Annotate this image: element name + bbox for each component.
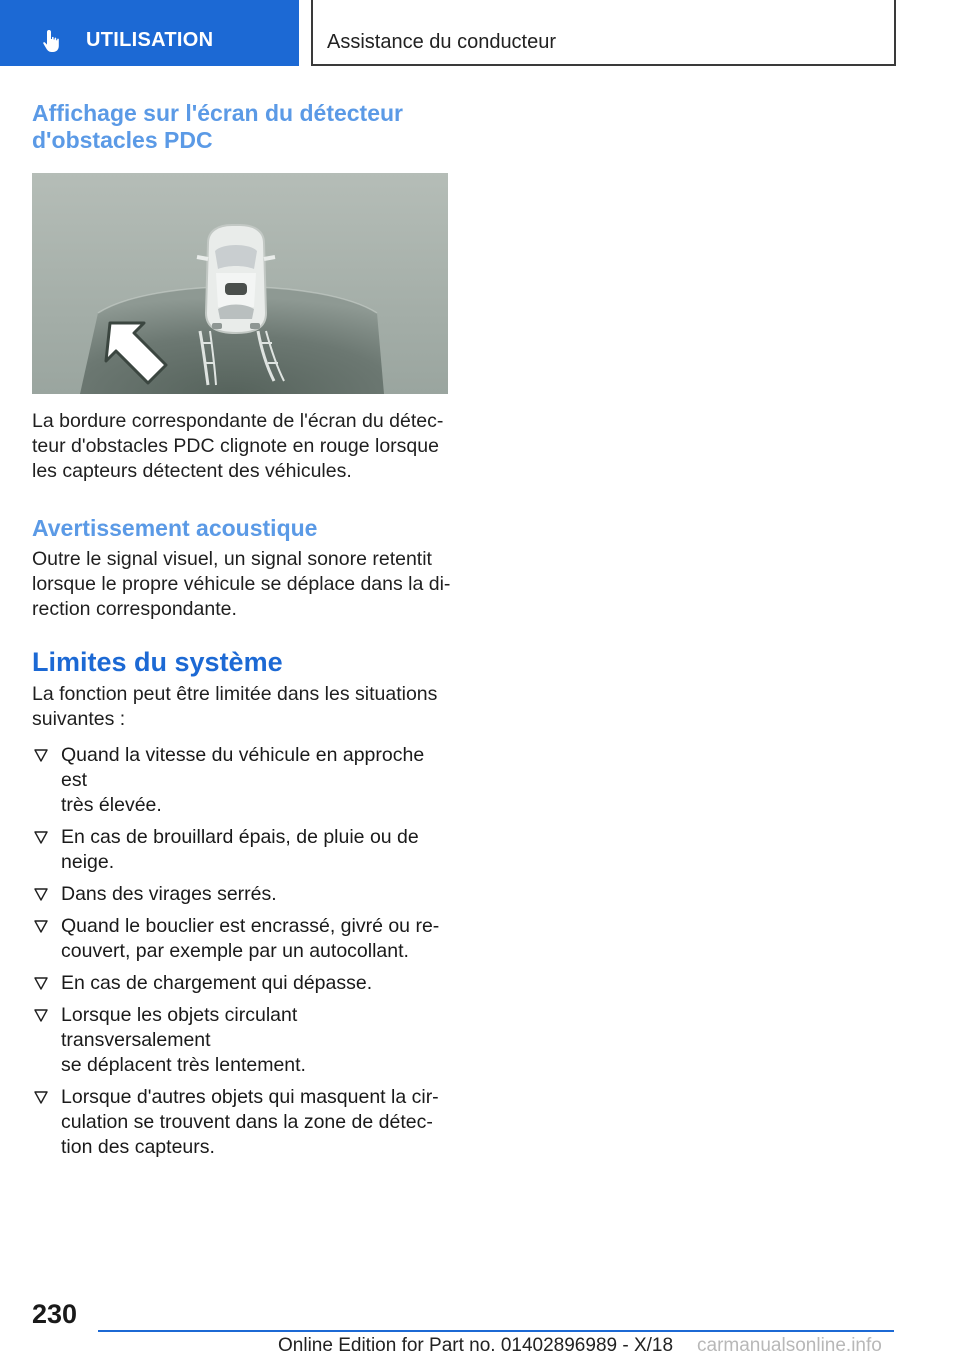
limits-list-item-line: Quand la vitesse du véhicule en approche est <box>61 744 425 791</box>
watermark: carmanualsonline.info <box>697 1335 882 1356</box>
paragraph-line: La bordure correspondante de l'écran du détec- <box>32 410 444 432</box>
limits-list-item-line: Dans des virages serrés. <box>61 883 277 905</box>
limits-list-item <box>32 1085 452 1160</box>
limits-list-item-line: En cas de brouillard épais, de pluie ou de <box>61 826 419 848</box>
paragraph-line: rection correspondante. <box>32 598 237 620</box>
paragraph-acoustic <box>32 547 452 622</box>
limits-list-item <box>32 825 452 875</box>
paragraph-line: Outre le signal visuel, un signal sonore retentit <box>32 548 432 570</box>
hand-pointer-icon <box>40 28 66 54</box>
footer-divider <box>98 1330 894 1332</box>
bullet-triangle-icon <box>34 1009 48 1022</box>
limits-list-item <box>32 882 452 907</box>
limits-list-item-line: très élevée. <box>61 794 162 816</box>
bullet-triangle-icon <box>34 749 48 762</box>
paragraph-line: lorsque le propre véhicule se déplace dans la di- <box>32 573 451 595</box>
limits-list-item-line: En cas de chargement qui dépasse. <box>61 972 373 994</box>
limits-list-item-line: culation se trouvent dans la zone de détec- <box>61 1111 433 1133</box>
limits-list-item-line: neige. <box>61 851 115 873</box>
page-number: 230 <box>32 1299 78 1329</box>
section-header <box>311 0 896 66</box>
limits-list-item <box>32 1003 452 1078</box>
limits-list-item-line: tion des capteurs. <box>61 1136 215 1158</box>
bullet-triangle-icon <box>34 831 48 844</box>
bullet-triangle-icon <box>34 888 48 901</box>
heading-limits: Limites du système <box>32 647 283 677</box>
heading-display <box>32 100 452 154</box>
section-title: Assistance du conducteur <box>327 31 557 53</box>
limits-list-item-line: Lorsque les objets circulant transversalement <box>61 1004 298 1051</box>
pdc-display-illustration <box>32 173 448 394</box>
paragraph-line: teur d'obstacles PDC clignote en rouge lorsque <box>32 435 439 457</box>
paragraph-display <box>32 409 452 484</box>
bullet-triangle-icon <box>34 1091 48 1104</box>
limits-list-item-line: couvert, par exemple par un autocollant. <box>61 940 409 962</box>
limits-list-item-line: se déplacent très lentement. <box>61 1054 306 1076</box>
limits-list-item <box>32 971 452 996</box>
bullet-triangle-icon <box>34 920 48 933</box>
limits-list-item <box>32 743 452 818</box>
heading-display-line: d'obstacles PDC <box>32 127 213 153</box>
car-top-view-icon <box>197 225 275 333</box>
footer-edition: Online Edition for Part no. 01402896989 - X/18 <box>278 1335 674 1356</box>
bullet-triangle-icon <box>34 977 48 990</box>
paragraph-line: La fonction peut être limitée dans les situations <box>32 683 438 705</box>
paragraph-limits <box>32 682 452 732</box>
limits-list-item-line: Lorsque d'autres objets qui masquent la cir- <box>61 1086 439 1108</box>
limits-list <box>32 743 452 1160</box>
paragraph-line: les capteurs détectent des véhicules. <box>32 460 352 482</box>
limits-list-item <box>32 914 452 964</box>
heading-acoustic: Avertissement acoustique <box>32 515 318 541</box>
chapter-label: UTILISATION <box>86 29 214 51</box>
main-content <box>32 100 452 1167</box>
paragraph-line: suivantes : <box>32 708 126 730</box>
chapter-tab <box>0 0 299 66</box>
heading-display-line: Affichage sur l'écran du détecteur <box>32 100 404 126</box>
limits-list-item-line: Quand le bouclier est encrassé, givré ou re- <box>61 915 440 937</box>
